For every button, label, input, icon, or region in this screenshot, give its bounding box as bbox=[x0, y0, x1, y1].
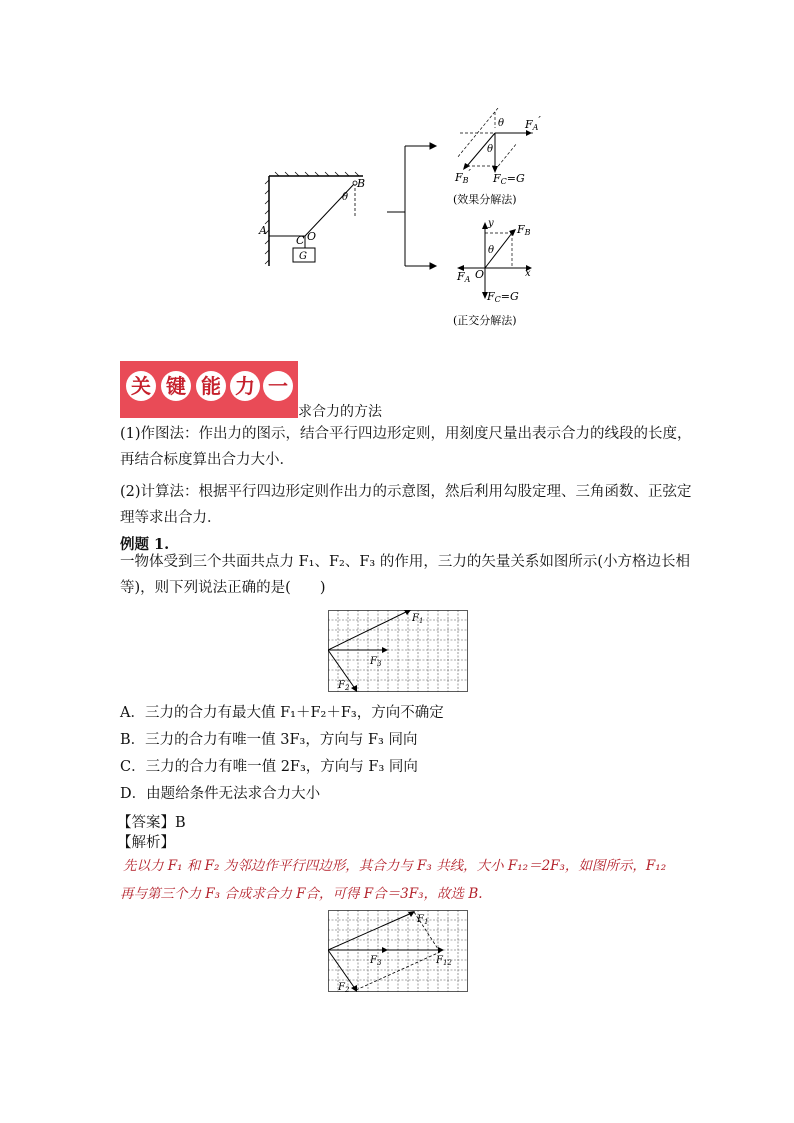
grid2-f1-label: $F_1$ bbox=[417, 914, 429, 926]
grid1-f3-label: $F_3$ bbox=[370, 656, 382, 668]
analysis-label: 【解析】 bbox=[117, 835, 175, 851]
option-a[interactable]: A．三力的合力有最大值 F₁＋F₂＋F₃，方向不确定 bbox=[120, 705, 444, 721]
orthogonal-decomposition bbox=[453, 218, 532, 327]
ortho-y-label: y bbox=[488, 218, 494, 229]
example-question-line-1: 一物体受到三个共面共点力 F₁、F₂、F₃ 的作用，三力的矢量关系如图所示(小方格边长相 bbox=[120, 554, 690, 570]
label-B: B bbox=[357, 177, 366, 190]
grid1-f1-label: $F_1$ bbox=[412, 613, 424, 625]
ortho-caption: (正交分解法) bbox=[453, 314, 517, 327]
grid2-f2-label: $F_2$ bbox=[338, 982, 350, 992]
analysis-line-1: 先以力 F₁ 和 F₂ 为邻边作平行四边形，其合力与 F₃ 共线，大小 F₁₂＝2F₃，如图所示，F₁₂ bbox=[123, 858, 667, 874]
method-graphing bbox=[120, 421, 692, 473]
effect-fc-label: FC=G bbox=[493, 172, 525, 186]
effect-caption: (效果分解法) bbox=[453, 193, 517, 206]
wall-ceiling-setup bbox=[258, 172, 365, 266]
ortho-origin-label: O bbox=[475, 268, 485, 281]
method-graphing-line-2: 再结合标度算出合力大小． bbox=[120, 452, 294, 468]
method-calculation bbox=[120, 479, 692, 531]
grid2-f3-label: $F_3$ bbox=[370, 955, 382, 967]
ortho-fc-label: FC=G bbox=[487, 290, 519, 304]
section-title: 求合力的方法 bbox=[298, 404, 382, 420]
option-b[interactable]: B．三力的合力有唯一值 3F₃，方向与 F₃ 同向 bbox=[120, 732, 418, 748]
effect-theta-mid: θ bbox=[487, 144, 494, 155]
example-question bbox=[120, 549, 690, 601]
banner-seal-5: 一 bbox=[263, 371, 293, 401]
analysis-text bbox=[120, 852, 667, 908]
answer-label: 【答案】B bbox=[117, 815, 186, 831]
grid1-f2-label: $F_2$ bbox=[338, 680, 350, 692]
vector-grid-solution-figure bbox=[328, 910, 468, 992]
effect-theta-top: θ bbox=[498, 118, 505, 129]
banner-seal-2: 键 bbox=[161, 371, 191, 401]
bracket-arrows bbox=[387, 143, 436, 269]
label-C: C bbox=[296, 234, 305, 247]
label-theta: θ bbox=[342, 192, 349, 203]
effect-fb-label: FB′ bbox=[455, 167, 472, 185]
label-A: A bbox=[259, 224, 267, 237]
ortho-fb-label: FB bbox=[517, 223, 531, 237]
method-graphing-line-1: (1)作图法：作出力的图示，结合平行四边形定则，用刻度尺量出表示合力的线段的长度， bbox=[120, 426, 692, 442]
vector-grid-figure bbox=[328, 610, 468, 692]
option-c[interactable]: C．三力的合力有唯一值 2F₃，方向与 F₃ 同向 bbox=[120, 759, 418, 775]
banner-seal-3: 能 bbox=[196, 371, 226, 401]
analysis-line-2: 再与第三个力 F₃ 合成求合力 F合，可得 F合＝3F₃，故选 B. bbox=[120, 886, 483, 902]
example-question-line-2: 等)，则下列说法正确的是( ) bbox=[120, 580, 326, 596]
option-d[interactable]: D．由题给条件无法求合力大小 bbox=[120, 786, 321, 802]
label-O: O bbox=[307, 230, 317, 243]
example-title: 例题 1. bbox=[120, 536, 170, 553]
effect-decomposition bbox=[453, 108, 541, 206]
method-calculation-line-1: (2)计算法：根据平行四边形定则作出力的示意图，然后利用勾股定理、三角函数、正弦定 bbox=[120, 484, 692, 500]
ortho-theta: θ bbox=[488, 245, 495, 256]
grid2-f12-label: $F_{12}$ bbox=[436, 955, 452, 967]
label-G: G bbox=[299, 251, 307, 262]
force-decomposition-diagram bbox=[255, 108, 555, 333]
banner-seal-4: 力 bbox=[230, 371, 260, 401]
ortho-x-label: x bbox=[525, 268, 531, 279]
ortho-fa-label: FA bbox=[457, 270, 471, 284]
banner-seal-1: 关 bbox=[126, 371, 156, 401]
method-calculation-line-2: 理等求出合力． bbox=[120, 510, 222, 526]
key-ability-banner bbox=[120, 361, 298, 418]
effect-fa-label: FA′ bbox=[525, 114, 541, 132]
